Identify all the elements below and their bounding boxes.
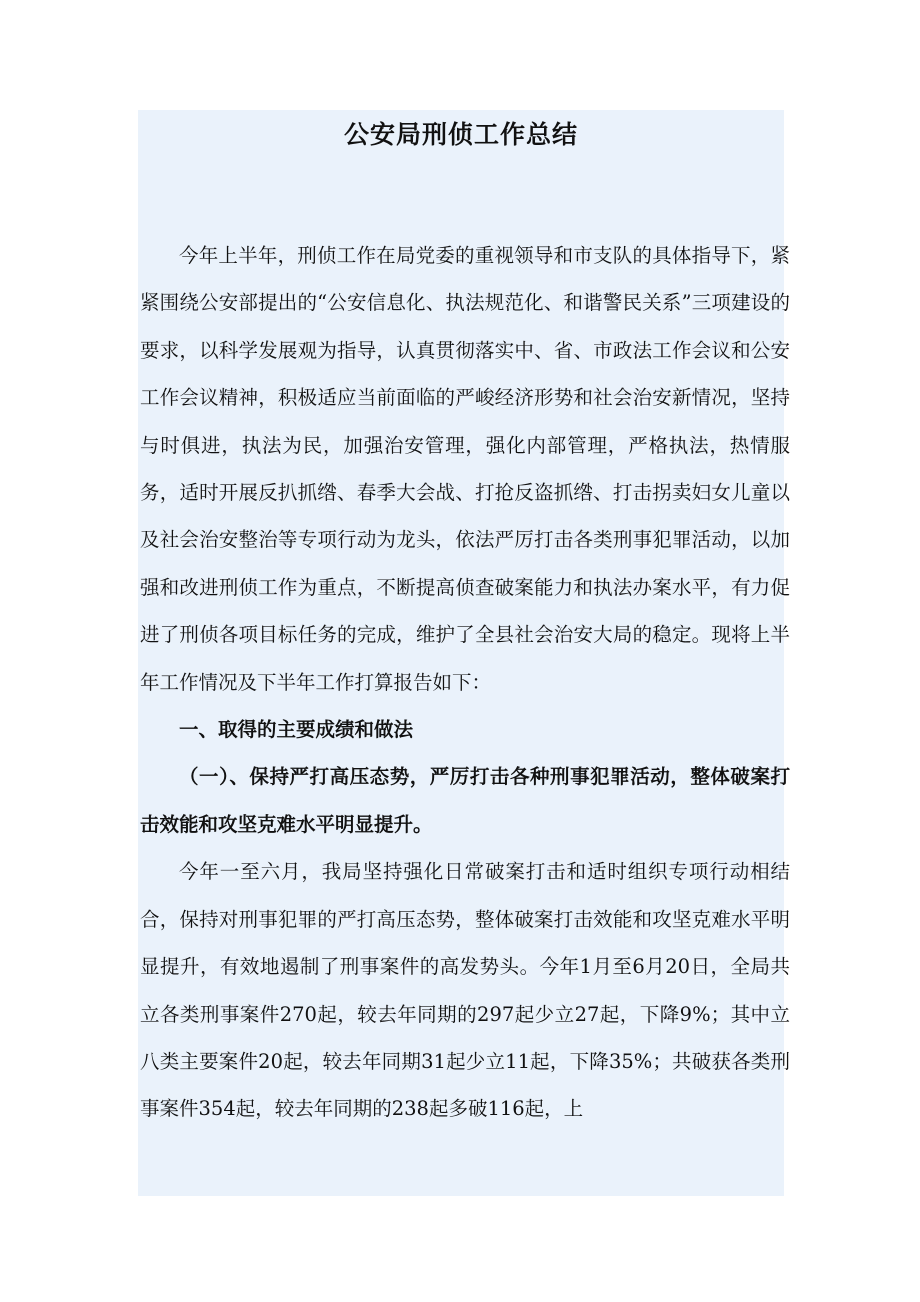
section-heading-achievements: 一、取得的主要成绩和做法: [179, 718, 414, 742]
paragraph-intro: 今年上半年，刑侦工作在局党委的重视领导和市支队的具体指导下，紧紧围绕公安部提出的“公安信息化、执法规范化、和谐警民关系”三项建设的要求，以科学发展观为指导，认真贯彻落实中、省、市政法工作会议和公安工作会议精神，积极适应当前面临的严峻经济形势和社会治安新情况，坚持与时俱进，执法为民，加强治安管理，强化内部管理，严格执法，热情服务，适时开展反扒抓绺、春季大会战、打抢反盗抓绺、打击拐卖妇女儿童以及社会治安整治等专项行动为龙头，依法严厉打击各类刑事犯罪活动，以加强和改进刑侦工作为重点，不断提高侦查破案能力和执法办案水平，有力促进了刑侦各项目标任务的完成，维护了全县社会治安大局的稳定。现将上半年工作情况及下半年工作打算报告如下：: [140, 244, 790, 694]
document-body: [140, 232, 790, 1133]
document-title: 公安局刑侦工作总结: [343, 120, 578, 149]
paragraph-statistics: 今年一至六月，我局坚持强化日常破案打击和适时组织专项行动相结合，保持对刑事犯罪的严打高压态势，整体破案打击效能和攻坚克难水平明显提升，有效地遏制了刑事案件的高发势头。今年1月至6月20日，全局共立各类刑事案件270起，较去年同期的297起少立27起，下降9%；其中立八类主要案件20起，较去年同期31起少立11起，下降35%；共破获各类刑事案件354起，较去年同期的238起多破116起，上: [140, 860, 790, 1121]
subsection-heading-strike-hard: （一）、保持严打高压态势，严厉打击各种刑事犯罪活动，整体破案打击效能和攻坚克难水平明显提升。: [140, 765, 790, 836]
